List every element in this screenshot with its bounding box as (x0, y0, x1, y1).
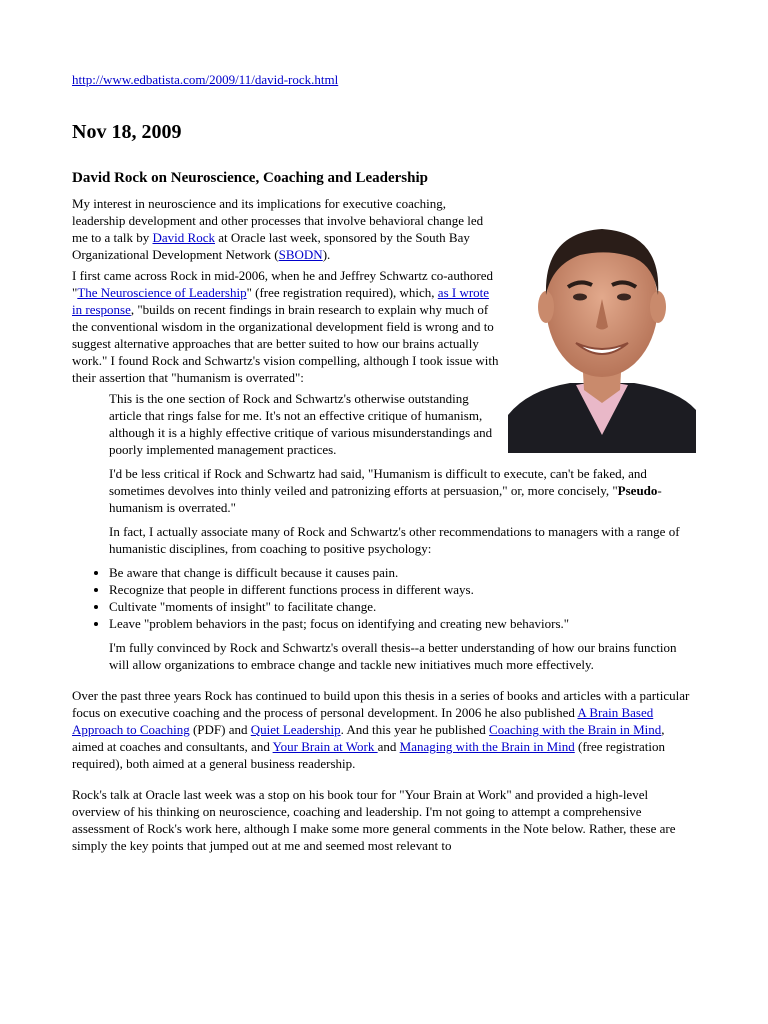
quote-paragraph-1: This is the one section of Rock and Schwartz's otherwise outstanding article that rings false for me. It's not an effective critique of humanism, although it is a highly effective critique of various misunderstandings and poorly implemented management practices. (109, 391, 493, 457)
brain-based-approach-link[interactable]: A Brain Based Approach to Coaching (72, 705, 654, 737)
coaching-brain-in-mind-link[interactable]: Coaching with the Brain in Mind (489, 722, 662, 737)
managing-brain-in-mind-link[interactable]: Managing with the Brain in Mind (399, 739, 575, 754)
post-date: Nov 18, 2009 (72, 121, 182, 143)
talk-paragraph: Rock's talk at Oracle last week was a stop on his book tour for "Your Brain at Work" and provided a high-level overview of his thinking on neuroscience, coaching and leadership. I'm not going to attempt a comprehensive assessment of Rock's work here, although I make some more general comments in the Note below. Rather, these are simply the key points that jumped out at me and seemed most relevant to (72, 787, 676, 853)
sbodn-link[interactable]: SBODN (278, 247, 323, 262)
source-url-link[interactable]: http://www.edbatista.com/2009/11/david-rock.html (72, 72, 339, 87)
books-paragraph: Over the past three years Rock has continued to build upon this thesis in a series of books and articles with a particular focus on executive coaching and the process of personal development. In 2006 he also published A Brain Based Approach to Coaching (PDF) and Quiet Leadership. And this year he published Coaching with the Brain in Mind, aimed at coaches and consultants, and Your Brain at Work and Managing with the Brain in Mind (free registration required), both aimed at a general business readership. (72, 688, 690, 771)
neuroscience-of-leadership-link[interactable]: The Neuroscience of Leadership (77, 285, 247, 300)
list-item: • Recognize that people in different functions process in different ways. (109, 581, 696, 598)
your-brain-at-work-link[interactable]: Your Brain at Work (272, 739, 378, 754)
list-item: • Be aware that change is difficult because it causes pain. (109, 564, 696, 581)
david-rock-link[interactable]: David Rock (152, 230, 215, 245)
portrait-image (508, 195, 696, 453)
intro-paragraph: My interest in neuroscience and its implications for executive coaching, leadership development and other processes that involve behavioral change led me to a talk by David Rock at Oracle last week, sponsored by the South Bay Organizational Development Network (SBODN). (72, 196, 484, 262)
article-body (72, 195, 696, 858)
recommendations-list (72, 564, 696, 632)
list-item: • Leave "problem behaviors in the past; focus on identifying and creating new behaviors." (109, 615, 696, 632)
list-item: • Cultivate "moments of insight" to facilitate change. (109, 598, 696, 615)
quote-paragraph-3: In fact, I actually associate many of Rock and Schwartz's other recommendations to managers with a range of humanistic disciplines, from coaching to positive psychology: (109, 524, 680, 556)
quiet-leadership-link[interactable]: Quiet Leadership (250, 722, 341, 737)
quote-paragraph-4: I'm fully convinced by Rock and Schwartz's overall thesis--a better understanding of how our brains function will allow organizations to embrace change and tackle new initiatives much more effectively. (109, 640, 677, 672)
wrote-in-response-link[interactable]: as I wrote in response (72, 285, 490, 317)
blockquote-conclusion (109, 639, 696, 673)
background-paragraph: I first came across Rock in mid-2006, when he and Jeffrey Schwartz co-authored "The Neuroscience of Leadership" (free registration required), which, as I wrote in response, "builds on recent findings in brain research to explain why much of the conventional wisdom in the organizational development field is wrong and to suggest alternative approaches that are better suited to how our brains actually work." I found Rock and Schwartz's vision compelling, although I took issue with their assertion that "humanism is overrated": (72, 268, 499, 385)
pseudo-bold-text: Pseudo (617, 483, 658, 498)
post-title: David Rock on Neuroscience, Coaching and Leadership (72, 170, 429, 186)
author-photo (508, 195, 696, 453)
quote-paragraph-2: I'd be less critical if Rock and Schwartz had said, "Humanism is difficult to execute, can't be faked, and sometimes devolves into thinly veiled and patronizing efforts at persuasion," or, more concisely, "Pseudo-humanism is overrated." (109, 466, 662, 515)
